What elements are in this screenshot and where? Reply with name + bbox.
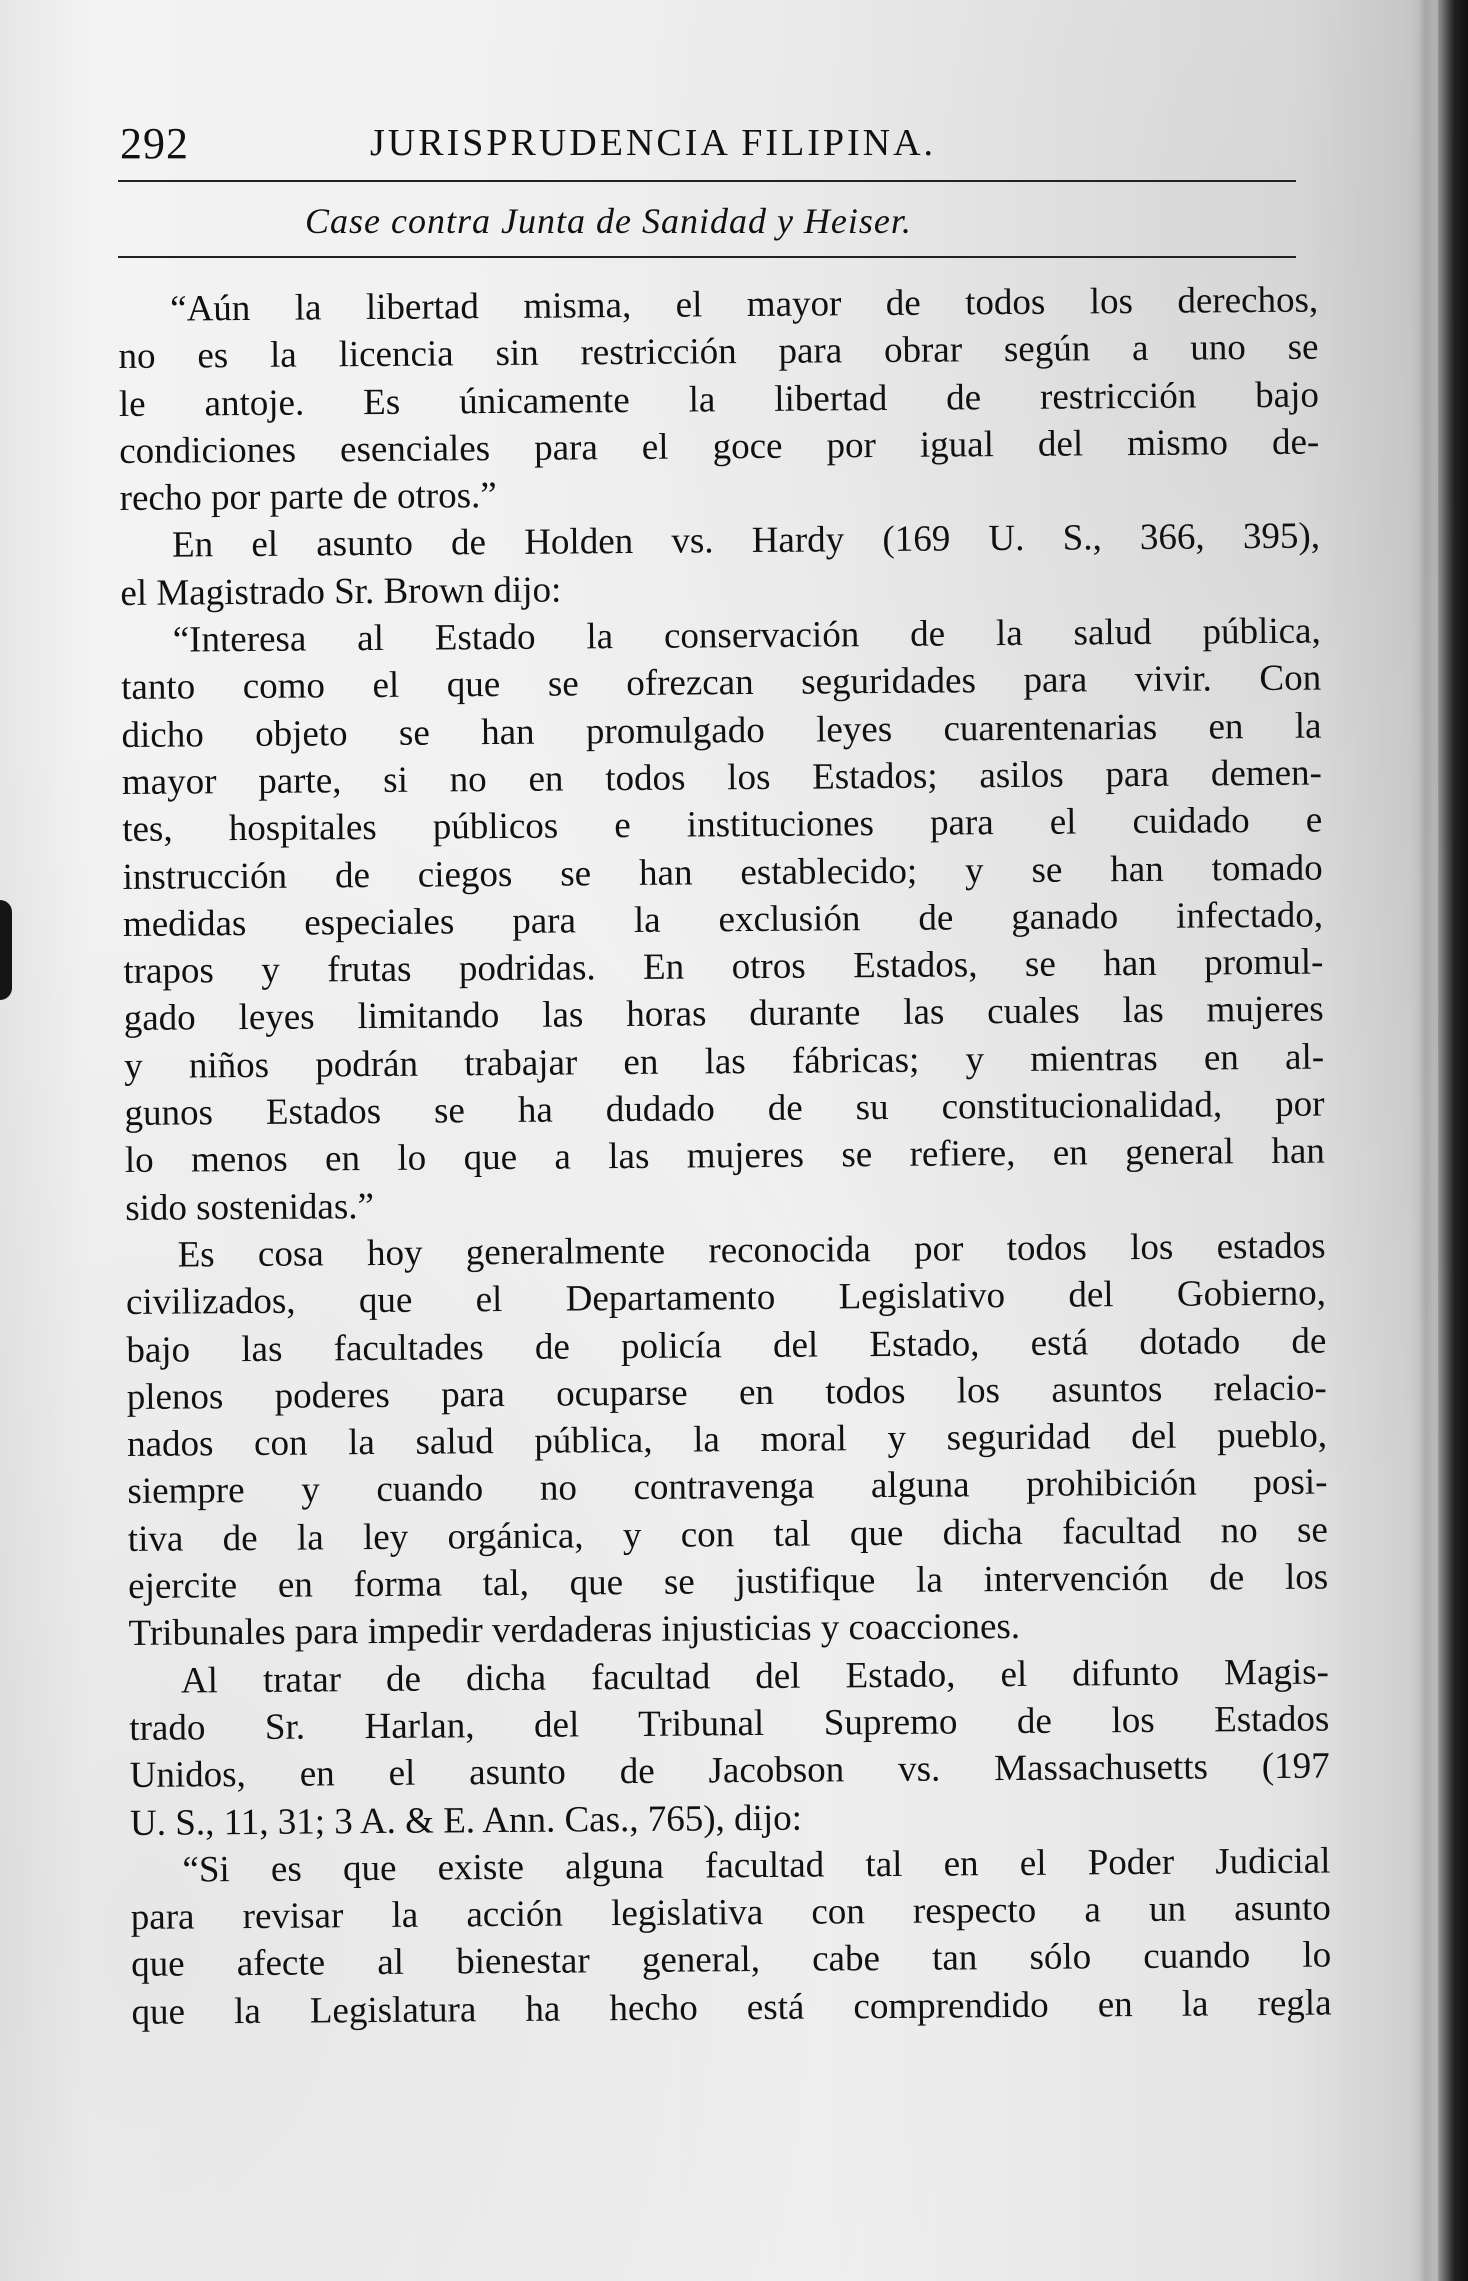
running-title: JURISPRUDENCIA FILIPINA. <box>370 122 937 164</box>
text-line: mayor parte, si no en todos los Estados; asilos para demen- <box>121 752 1323 803</box>
text-line: Tribunales para impedir verdaderas injusticias y coacciones. <box>128 1606 1021 1655</box>
text-line: “Aún la libertad misma, el mayor de todos los derechos, <box>170 279 1319 330</box>
text-line: Al tratar de dicha facultad del Estado, el difunto Magis- <box>180 1651 1330 1702</box>
text-line: tanto como el que se ofrezcan seguridades para vivir. Con <box>120 657 1322 709</box>
header-rule-bottom <box>118 256 1296 258</box>
margin-smudge <box>0 900 12 1000</box>
text-line: instrucción de ciegos se han establecido; y se han tomado <box>122 847 1323 898</box>
binding-edge-shadow <box>1438 0 1468 2281</box>
text-line: tiva de la ley orgánica, y con tal que dicha facultad no se <box>127 1509 1328 1560</box>
text-line: En el asunto de Holden vs. Hardy (169 U. S., 366, 395), <box>171 516 1321 567</box>
text-line: plenos poderes para ocuparse en todos los asuntos relacio- <box>126 1367 1327 1418</box>
text-line: no es la licencia sin restricción para obrar según a uno se <box>118 326 1319 378</box>
page-shadow-band <box>1418 0 1434 2281</box>
text-line: U. S., 11, 31; 3 A. & E. Ann. Cas., 765), dijo: <box>129 1797 803 1844</box>
text-line: sido sostenidas.” <box>125 1185 375 1229</box>
text-line: civilizados, que el Departamento Legislativo del Gobierno, <box>125 1272 1327 1324</box>
text-line: “Si es que existe alguna facultad tal en el Poder Judicial <box>182 1840 1331 1891</box>
page-header <box>120 118 1300 178</box>
text-line: tes, hospitales públicos e instituciones para el cuidado e <box>122 799 1323 851</box>
page-number: 292 <box>120 119 189 168</box>
text-line: para revisar la acción legislativa con respecto a un asunto <box>130 1887 1331 1939</box>
text-line: gado leyes limitando las horas durante las cuales las mujeres <box>123 989 1324 1040</box>
text-line: recho por parte de otros.” <box>119 475 497 520</box>
text-line: Es cosa hoy generalmente reconocida por todos los estados <box>177 1225 1326 1276</box>
text-line: Unidos, en el asunto de Jacobson vs. Massachusetts (197 <box>129 1745 1330 1797</box>
text-line: nados con la salud pública, la moral y seguridad del pueblo, <box>126 1414 1328 1466</box>
text-line: medidas especiales para la exclusión de ganado infectado, <box>122 894 1324 945</box>
text-line: trapos y frutas podridas. En otros Estados, se han promul- <box>123 941 1324 993</box>
text-line: gunos Estados se ha dudado de su constitucionalidad, por <box>124 1083 1325 1135</box>
header-rule-top <box>118 180 1296 182</box>
text-line: dicho objeto se han promulgado leyes cuarentenarias en la <box>121 705 1322 756</box>
text-line: “Interesa al Estado la conservación de la salud pública, <box>172 610 1321 661</box>
text-line: condiciones esenciales para el goce por igual del mismo de- <box>119 421 1320 472</box>
text-line: que la Legislatura ha hecho está comprendido en la regla <box>131 1982 1332 2033</box>
text-line: el Magistrado Sr. Brown dijo: <box>120 569 562 614</box>
text-line: bajo las facultades de policía del Estado, está dotado de <box>126 1320 1327 1371</box>
case-subtitle: Case contra Junta de Sanidad y Heiser. <box>305 201 912 241</box>
text-line: siempre y cuando no contravenga alguna prohibición posi- <box>127 1461 1328 1513</box>
text-line: ejercite en forma tal, que se justifique la intervención de los <box>128 1556 1329 1607</box>
text-line: que afecte al bienestar general, cabe tan sólo cuando lo <box>131 1934 1332 1986</box>
text-line: le antoje. Es únicamente la libertad de restricción bajo <box>118 374 1320 425</box>
text-line: trado Sr. Harlan, del Tribunal Supremo de los Estados <box>129 1698 1330 1749</box>
body-text <box>118 277 1332 2086</box>
text-line: y niños podrán trabajar en las fábricas; y mientras en al- <box>123 1036 1325 1087</box>
text-line: lo menos en lo que a las mujeres se refiere, en general han <box>124 1130 1325 1182</box>
